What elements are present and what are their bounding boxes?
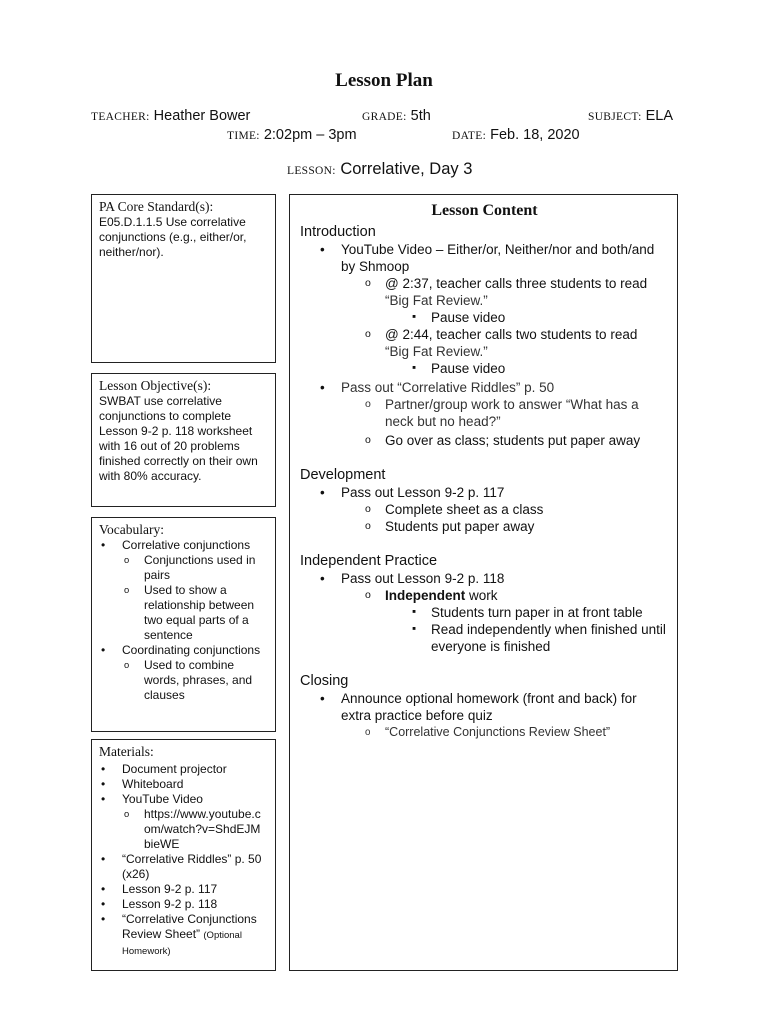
- development-sub: o Students put paper away: [363, 518, 669, 535]
- vocab-sub: o Used to combine words, phrases, and clauses: [122, 658, 268, 703]
- intro-riddle-step: o Go over as class; students put paper away: [363, 432, 669, 449]
- independent-item: [317, 570, 669, 655]
- vocabulary-title: Vocabulary:: [99, 522, 164, 537]
- material-item: • Lesson 9-2 p. 118: [99, 897, 268, 912]
- standards-text: E05.D.1.1.5 Use correlative conjunctions (e.g., either/or, neither/nor).: [99, 215, 247, 259]
- date-field: [452, 127, 580, 143]
- material-item-label: YouTube Video: [122, 792, 203, 806]
- subject-value: ELA: [645, 108, 674, 124]
- standards-box: [91, 194, 276, 363]
- intro-step-quote: “Big Fat Review.”: [385, 344, 488, 359]
- introduction-heading: Introduction: [300, 224, 376, 240]
- material-item: [99, 912, 268, 959]
- lesson-content-title: Lesson Content: [431, 202, 538, 219]
- material-item: • Whiteboard: [99, 777, 268, 792]
- independent-heading: Independent Practice: [300, 553, 438, 569]
- materials-box: [91, 739, 276, 971]
- intro-step-text: @ 2:44, teacher calls two students to read: [385, 327, 638, 342]
- independent-bold: Independent: [385, 588, 466, 603]
- closing-sub: o “Correlative Conjunctions Review Sheet”: [363, 724, 669, 741]
- vocab-sub: o Conjunctions used in pairs: [122, 553, 268, 583]
- development-sub: o Complete sheet as a class: [363, 501, 669, 518]
- objectives-title: Lesson Objective(s):: [99, 378, 212, 393]
- intro-item: [317, 241, 669, 377]
- independent-item-text: Pass out Lesson 9-2 p. 118: [341, 571, 505, 586]
- vocab-term: [99, 538, 268, 643]
- time-value: 2:02pm – 3pm: [263, 127, 357, 143]
- teacher-label: TEACHER:: [91, 111, 150, 123]
- intro-step: [363, 275, 669, 326]
- development-item: [317, 484, 669, 535]
- time-label: TIME:: [227, 130, 260, 142]
- vocab-sub: o Used to show a relationship between two equal parts of a sentence: [122, 583, 268, 643]
- independent-rest: work: [465, 588, 498, 603]
- lesson-label: LESSON:: [287, 165, 336, 177]
- teacher-value: Heather Bower: [153, 108, 251, 124]
- intro-video-text: YouTube Video – Either/or, Neither/nor and both/and by Shmoop: [341, 242, 655, 274]
- standards-title: PA Core Standard(s):: [99, 199, 214, 214]
- intro-pause: ▪ Pause video: [409, 309, 669, 326]
- intro-step-quote: “Big Fat Review.”: [385, 293, 488, 308]
- closing-item: [317, 690, 669, 741]
- grade-value: 5th: [410, 108, 431, 124]
- closing-item-text: Announce optional homework (front and back) for extra practice before quiz: [341, 691, 637, 723]
- intro-step: [363, 326, 669, 377]
- time-field: [227, 127, 357, 143]
- vocab-term-label: Correlative conjunctions: [122, 538, 251, 552]
- subject-field: [588, 108, 673, 124]
- materials-title: Materials:: [99, 744, 154, 759]
- material-item: [99, 792, 268, 852]
- intro-riddle-step: o Partner/group work to answer “What has a neck but no head?”: [363, 396, 669, 430]
- date-value: Feb. 18, 2020: [490, 127, 580, 143]
- vocabulary-box: [91, 517, 276, 732]
- development-heading: Development: [300, 467, 386, 483]
- grade-field: [362, 108, 431, 124]
- grade-label: GRADE:: [362, 111, 407, 123]
- date-label: DATE:: [452, 130, 487, 142]
- lesson-field: [287, 160, 472, 179]
- development-item-text: Pass out Lesson 9-2 p. 117: [341, 485, 505, 500]
- intro-pause: ▪ Pause video: [409, 360, 669, 377]
- page-title: Lesson Plan: [335, 70, 433, 91]
- teacher-field: [91, 108, 250, 124]
- material-item: • Document projector: [99, 762, 268, 777]
- intro-riddles-text: Pass out “Correlative Riddles” p. 50: [341, 380, 555, 395]
- intro-step-text: @ 2:37, teacher calls three students to read: [385, 276, 648, 291]
- youtube-link[interactable]: o https://www.youtube.com/watch?v=ShdEJMbieWE: [122, 807, 268, 852]
- intro-item: [317, 379, 669, 449]
- vocab-term: [99, 643, 268, 703]
- objectives-text: SWBAT use correlative conjunctions to complete Lesson 9-2 p. 118 worksheet with 16 out of 20 problems finished correctly on their own with 80% accuracy.: [99, 394, 258, 483]
- material-item: • Lesson 9-2 p. 117: [99, 882, 268, 897]
- independent-subsub: ▪ Students turn paper in at front table: [409, 604, 669, 621]
- closing-heading: Closing: [300, 673, 349, 689]
- vocab-term-label: Coordinating conjunctions: [122, 643, 261, 657]
- objectives-box: [91, 373, 276, 507]
- lesson-content-box: [289, 194, 678, 971]
- material-item: • “Correlative Riddles” p. 50 (x26): [99, 852, 268, 882]
- independent-sub: [363, 587, 669, 655]
- optional-note: (Optional Homework): [122, 930, 242, 957]
- lesson-value: Correlative, Day 3: [340, 160, 473, 178]
- subject-label: SUBJECT:: [588, 111, 642, 123]
- independent-subsub: ▪ Read independently when finished until everyone is finished: [409, 621, 669, 655]
- review-sheet-label: “Correlative Conjunctions Review Sheet”: [122, 912, 257, 941]
